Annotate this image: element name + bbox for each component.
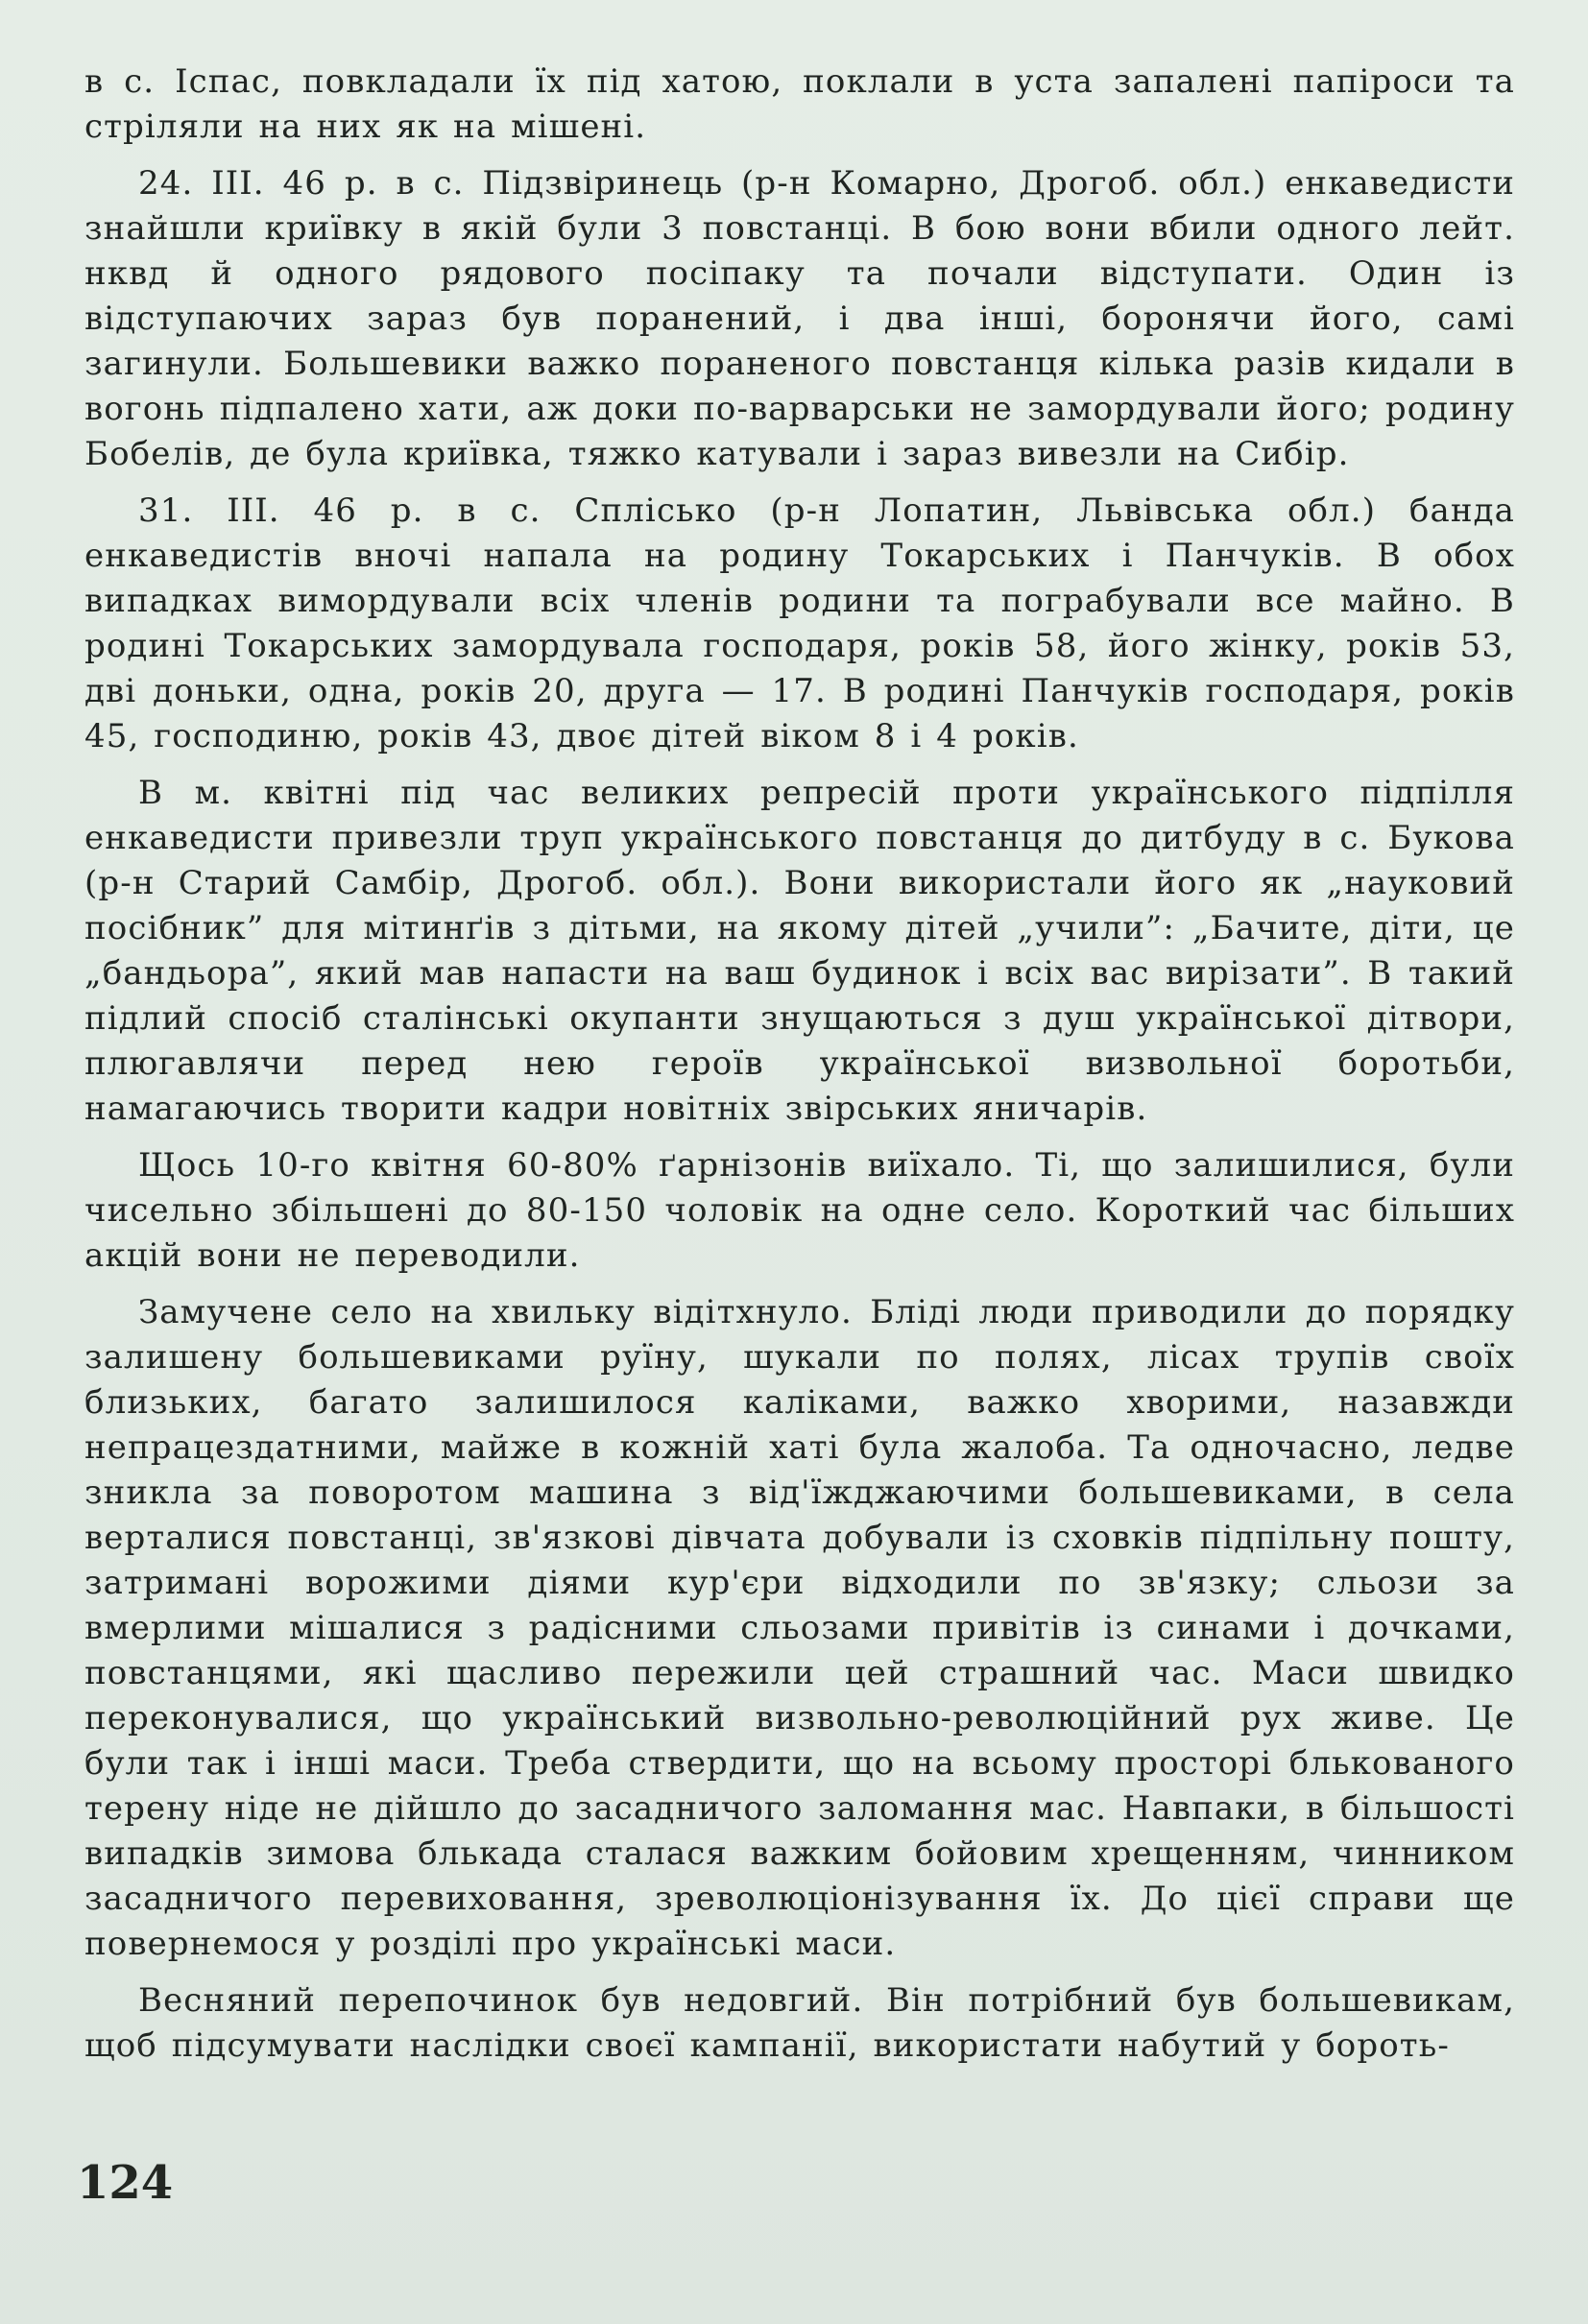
- paragraph-ispas: в с. Іспас, повкладали їх під хатою, поклали в уста запалені папіроси та стріляли на них як на мішені.: [84, 62, 1515, 146]
- page-number: 124: [77, 2156, 174, 2210]
- paragraph-village: Замучене село на хвильку відітхнуло. Бліді люди приводили до порядку залишену большевиками руїну, шукали по полях, лісах трупів своїх близьких, багато залишилося каліками, важко хворими, назавжди непрацездатними, майже в кожній хаті була жалоба. Та одночасно, ледве зникла за поворотом машина з від'їжджаючими большевиками, в села верталися повстанці, зв'язкові дівчата добували із сховків підпільну пошту, затримані ворожими діями кур'єри відходили по зв'язку; сльози за вмерлими мішалися з радісними сльозами привітів із синами і дочками, повстанцями, які щасливо пережили цей страшний час. Маси швидко переконувалися, що український визвольно-революційний рух живе. Це були так і інші маси. Треба ствердити, що на всьому просторі блькованого терену ніде не дійшло до засадничого заломання мас. Навпаки, в більшості випадків зимова блькада сталася важким бойовим хрещенням, чинником засадничого перевиховання, зреволюціонізування їх. До цієї справи ще повернемося у розділі про українські маси.: [84, 1293, 1515, 1963]
- paragraph-splisko: 31. ІІІ. 46 р. в с. Сплісько (р-н Лопатин, Львівська обл.) банда енкаведистів вночі напала на родину Токарських і Панчуків. В обох випадках вимордували всіх членів родини та пограбували все майно. В родині Токарських замордувала господаря, років 58, його жінку, років 53, дві доньки, одна, років 20, друга — 17. В родині Панчуків господаря, років 45, господиню, років 43, двоє дітей віком 8 і 4 років.: [84, 491, 1515, 755]
- paragraph-bukova: В м. квітні під час великих репресій проти українського підпілля енкаведисти привезли труп українського повстанця до дитбуду в с. Букова (р-н Старий Самбір, Дрогоб. обл.). Вони використали його як „науковий посібник” для мітинґів з дітьми, на якому дітей „учили”: „Бачите, діти, це „бандьора”, який мав напасти на ваш будинок і всіх вас вирізати”. В такий підлий спосіб сталінські окупанти знущаються з душ української дітвори, плюгавлячи перед нею героїв української визвольної боротьби, намагаючись творити кадри новітніх звірських яничарів.: [84, 774, 1515, 1128]
- paragraph-spring-respite: Весняний перепочинок був недовгий. Він потрібний був большевикам, щоб підсумувати наслідки своєї кампанії, використати набутий у бороть-: [84, 1981, 1515, 2065]
- paragraph-pidzvirynets: 24. ІІІ. 46 р. в с. Підзвіринець (р-н Комарно, Дрогоб. обл.) енкаведисти знайшли криївку в якій були 3 повстанці. В бою вони вбили одного лейт. нквд й одного рядового посіпаку та почали відступати. Один із відступаючих зараз був поранений, і два інші, боронячи його, самі загинули. Большевики важко пораненого повстанця кілька разів кидали в вогонь підпалено хати, аж доки по-варварськи не замордували його; родину Бобелів, де була криївка, тяжко катували і зараз вивезли на Сибір.: [84, 164, 1515, 473]
- body-text: [84, 60, 1515, 2080]
- paragraph-garrisons: Щось 10-го квітня 60-80% ґарнізонів виїхало. Ті, що залишилися, були чисельно збільшені до 80-150 чоловік на одне село. Короткий час більших акцій вони не переводили.: [84, 1146, 1515, 1275]
